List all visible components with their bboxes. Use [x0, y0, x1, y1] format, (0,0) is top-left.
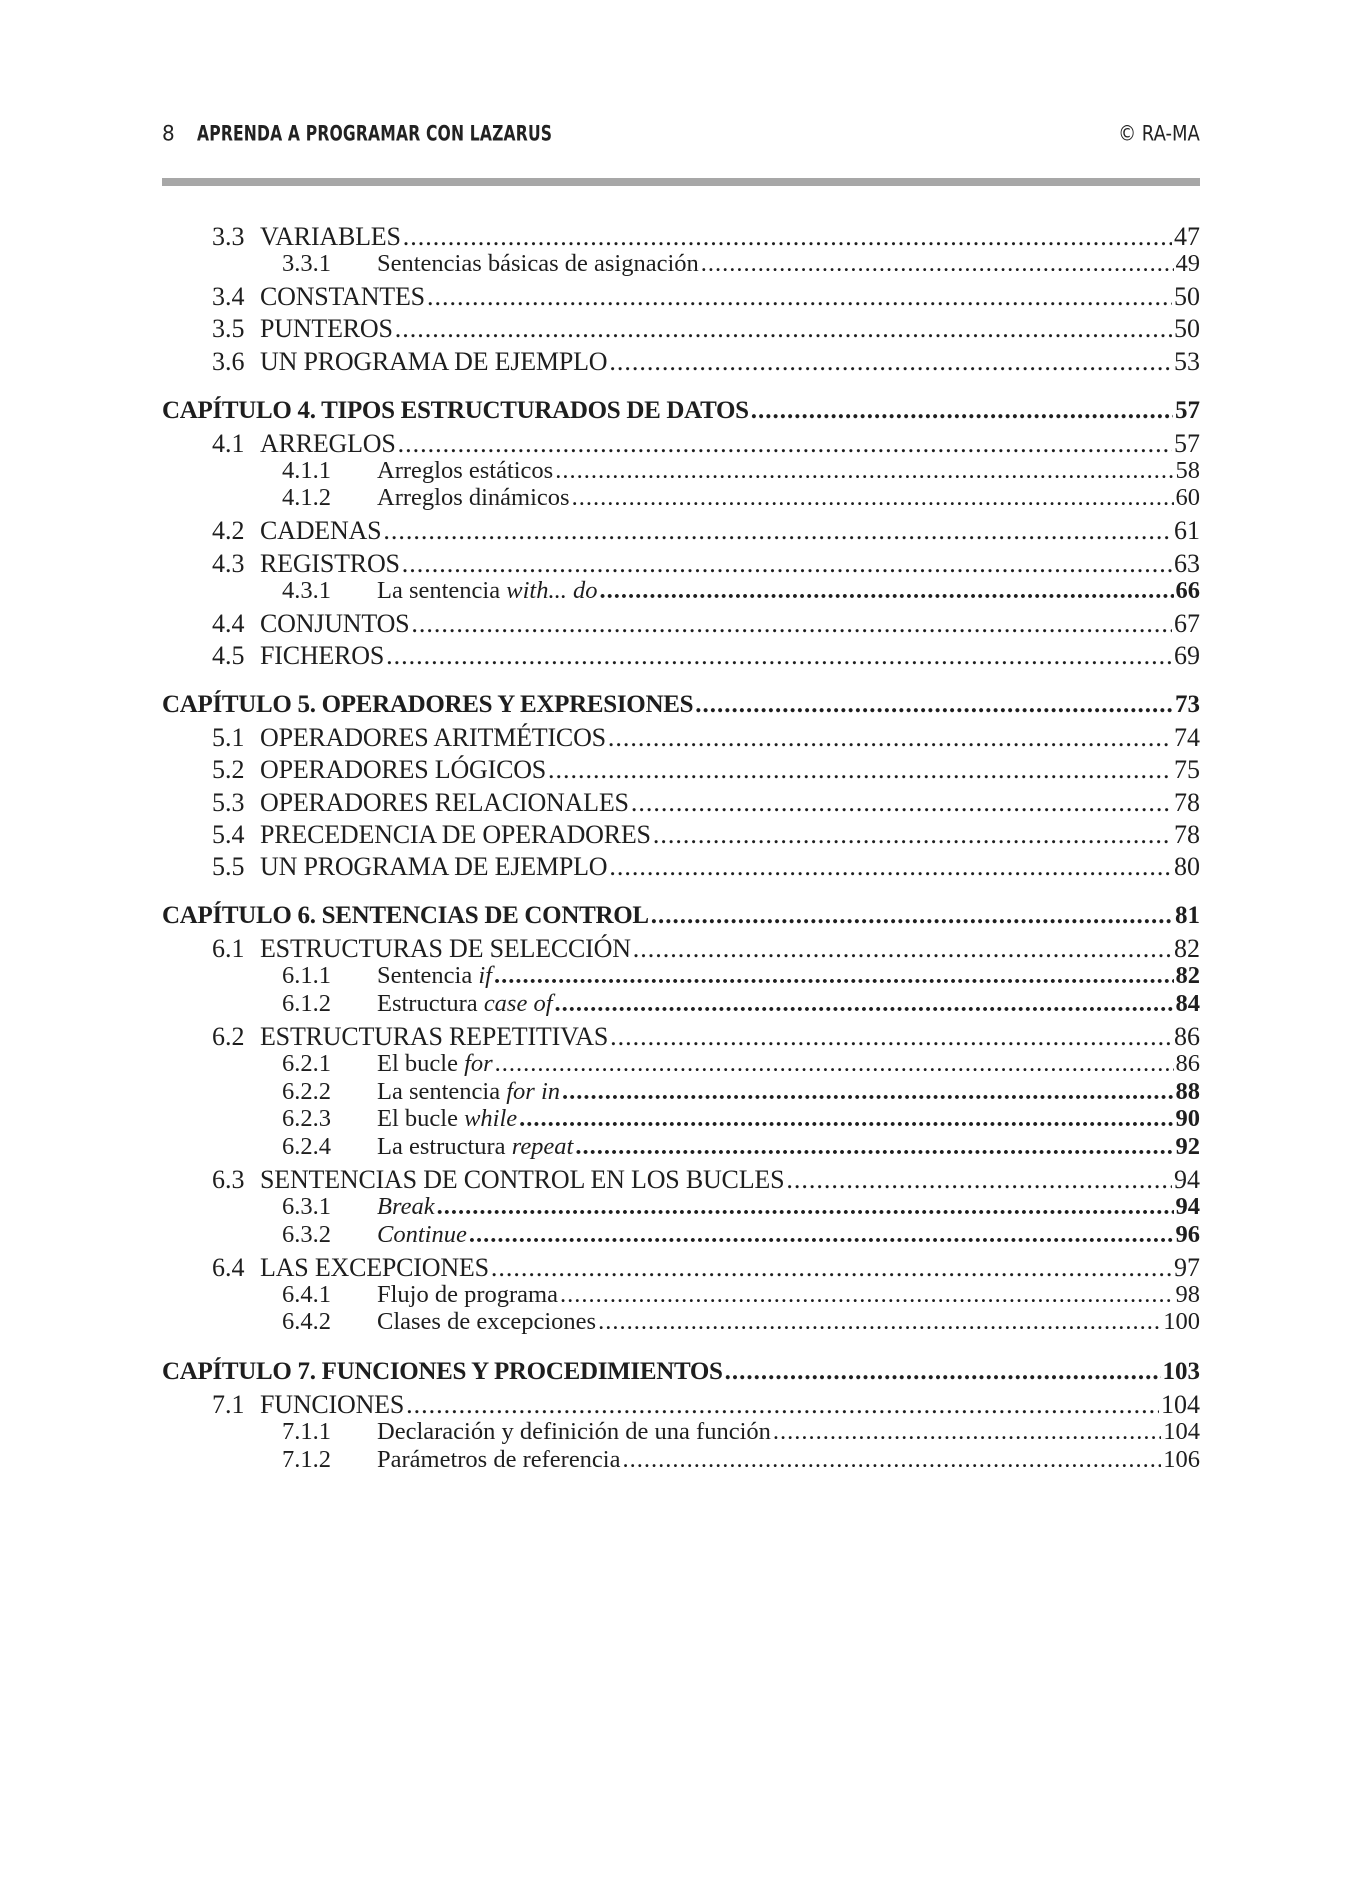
toc-entry-number: 4.4	[212, 608, 245, 638]
toc-entry-page: 106	[1163, 1446, 1200, 1473]
toc-entry-number: 6.4	[212, 1252, 245, 1282]
toc-entry-number: 4.2	[212, 516, 245, 546]
page-number: 8	[162, 120, 175, 146]
toc-entry-number: 6.1.1	[282, 962, 331, 990]
dot-leader	[695, 691, 1173, 719]
toc-entry-title	[260, 314, 393, 344]
toc-entry-title-italic: for in	[506, 1077, 561, 1105]
toc-entry-number: 4.3.1	[282, 576, 331, 604]
toc-entry-page: 92	[1175, 1132, 1200, 1160]
toc-entry-number: 6.3	[212, 1164, 245, 1194]
toc-entry-title-italic: if	[478, 962, 492, 990]
toc-entry-section	[162, 788, 1200, 822]
toc-entry-number: 5.1	[212, 722, 245, 752]
toc-entry-sub	[162, 1308, 1200, 1342]
toc-entry-page: 75	[1174, 755, 1200, 785]
dot-leader	[395, 314, 1172, 344]
toc-entry-title-text: CAPÍTULO 7. FUNCIONES Y PROCEDIMIENTOS	[162, 1358, 723, 1386]
toc-entry-title-text: CONJUNTOS	[260, 608, 410, 638]
toc-entry-page: 82	[1175, 962, 1200, 990]
toc-entry-title-italic: while	[464, 1105, 518, 1133]
toc-entry-title	[377, 1133, 573, 1161]
toc-entry-title-text: Clases de excepciones	[377, 1308, 597, 1336]
toc-entry-page: 57	[1174, 428, 1200, 458]
dot-leader	[437, 1193, 1174, 1221]
toc-entry-number: 4.1	[212, 428, 245, 458]
toc-entry-page: 90	[1175, 1105, 1200, 1133]
dot-leader	[495, 1050, 1174, 1078]
toc-entry-title	[260, 516, 381, 546]
running-header	[162, 117, 1200, 149]
toc-entry-chapter	[162, 1358, 1200, 1392]
toc-entry-title-text: CAPÍTULO 6. SENTENCIAS DE CONTROL	[162, 902, 649, 930]
dot-leader	[599, 577, 1173, 605]
toc-entry-title-text: Parámetros de referencia	[377, 1446, 621, 1473]
toc-entry-title-text: CADENAS	[260, 516, 382, 546]
dot-leader	[575, 1133, 1173, 1161]
toc-entry-number: 6.1	[212, 934, 245, 964]
toc-entry-page: 67	[1174, 608, 1200, 638]
dot-leader	[406, 1390, 1159, 1420]
toc-entry-number: 6.2.3	[282, 1105, 331, 1133]
toc-entry-title	[377, 484, 570, 512]
toc-entry-number: 7.1	[212, 1390, 245, 1420]
dot-leader	[555, 457, 1173, 485]
toc-entry-page: 88	[1175, 1077, 1200, 1105]
toc-entry-title-text: FICHEROS	[260, 640, 385, 670]
toc-entry-title-text: LAS EXCEPCIONES	[260, 1252, 489, 1282]
toc-entry-title	[377, 1418, 771, 1446]
dot-leader	[786, 1165, 1172, 1195]
toc-entry-number: 4.1.1	[282, 456, 331, 484]
toc-entry-title	[377, 250, 699, 278]
toc-entry-sub	[162, 1446, 1200, 1480]
dot-leader	[598, 1308, 1161, 1336]
header-rule	[162, 178, 1200, 186]
dot-leader	[609, 347, 1172, 377]
toc-entry-chapter	[162, 397, 1200, 431]
toc-entry-title-text: La sentencia	[377, 576, 507, 604]
toc-entry-number: 4.1.2	[282, 484, 331, 512]
toc-entry-title-text: CAPÍTULO 4. TIPOS ESTRUCTURADOS DE DATOS	[162, 396, 749, 424]
toc-entry-page: 78	[1174, 787, 1200, 817]
toc-entry-page: 73	[1175, 690, 1200, 718]
toc-entry-title-italic: repeat	[511, 1132, 574, 1160]
toc-entry-title	[377, 1281, 558, 1309]
toc-entry-title-text: UN PROGRAMA DE EJEMPLO	[260, 852, 608, 882]
toc-entry-page: 60	[1175, 484, 1200, 512]
dot-leader	[751, 397, 1173, 425]
toc-entry-number: 5.5	[212, 852, 245, 882]
toc-entry-number: 3.6	[212, 346, 245, 376]
toc-entry-number: 6.2.2	[282, 1077, 331, 1105]
toc-entry-page: 49	[1175, 250, 1200, 277]
toc-entry-title-italic: case of	[483, 989, 553, 1017]
toc-entry-title	[377, 1221, 467, 1249]
toc-entry-title	[162, 691, 693, 719]
toc-entry-section	[162, 347, 1200, 381]
dot-leader	[773, 1418, 1161, 1446]
toc-entry-page: 104	[1163, 1418, 1200, 1446]
toc-entry-chapter	[162, 902, 1200, 936]
toc-entry-title	[377, 1193, 435, 1221]
toc-entry-title-text: REGISTROS	[260, 548, 400, 578]
toc-entry-page: 53	[1174, 346, 1200, 376]
toc-entry-title	[377, 1078, 560, 1106]
dot-leader	[653, 820, 1172, 850]
toc-entry-page: 69	[1174, 640, 1200, 670]
dot-leader	[623, 1446, 1162, 1474]
dot-leader	[491, 1253, 1172, 1283]
toc-entry-title	[260, 1253, 489, 1283]
toc-entry-page: 103	[1162, 1358, 1200, 1386]
toc-entry-section	[162, 282, 1200, 316]
toc-entry-title	[260, 609, 409, 639]
toc-entry-page: 86	[1175, 1049, 1200, 1077]
toc-entry-page: 50	[1174, 314, 1200, 344]
toc-entry-title	[260, 788, 629, 818]
toc-entry-title-text: La estructura	[377, 1132, 512, 1160]
toc-entry-title	[260, 934, 631, 964]
toc-entry-page: 74	[1174, 722, 1200, 752]
toc-entry-title	[260, 723, 606, 753]
toc-entry-title	[377, 457, 553, 485]
toc-entry-title	[260, 1165, 784, 1195]
toc-entry-number: 3.5	[212, 314, 245, 344]
toc-entry-title-text: Flujo de programa	[377, 1280, 558, 1308]
toc-entry-title-text: CONSTANTES	[260, 282, 425, 311]
toc-entry-page: 94	[1174, 1164, 1200, 1194]
toc-entry-section	[162, 641, 1200, 675]
dot-leader	[562, 1078, 1173, 1106]
toc-entry-title-text: ARREGLOS	[260, 428, 396, 458]
toc-entry-section	[162, 516, 1200, 550]
toc-entry-page: 98	[1175, 1280, 1200, 1308]
toc-entry-title-text: OPERADORES LÓGICOS	[260, 755, 547, 785]
toc-entry-title	[260, 222, 401, 252]
toc-entry-title	[260, 429, 396, 459]
dot-leader	[633, 934, 1172, 964]
toc-entry-number: 6.1.2	[282, 989, 331, 1017]
toc-entry-page: 61	[1174, 516, 1200, 546]
toc-entry-title	[377, 990, 553, 1018]
toc-entry-title-italic: for	[464, 1049, 493, 1077]
toc-entry-title-text: PRECEDENCIA DE OPERADORES	[260, 819, 651, 849]
toc-entry-page: 66	[1175, 576, 1200, 604]
toc-entry-section	[162, 723, 1200, 757]
toc-entry-title-text: Sentencias básicas de asignación	[377, 250, 699, 277]
dot-leader	[548, 755, 1172, 785]
toc-entry-title-text: ESTRUCTURAS REPETITIVAS	[260, 1021, 609, 1051]
book-title: APRENDA A PROGRAMAR CON LAZARUS	[196, 120, 552, 146]
dot-leader	[631, 788, 1172, 818]
toc-entry-number: 7.1.2	[282, 1446, 331, 1473]
toc-entry-title-text: FUNCIONES	[260, 1390, 405, 1420]
dot-leader	[610, 1022, 1172, 1052]
toc-entry-title-text: Arreglos dinámicos	[377, 484, 570, 512]
dot-leader	[411, 609, 1172, 639]
toc-entry-number: 4.5	[212, 640, 245, 670]
toc-entry-number: 6.2.4	[282, 1132, 331, 1160]
toc-entry-title	[260, 549, 400, 579]
toc-entry-number: 4.3	[212, 548, 245, 578]
toc-entry-title	[377, 1050, 493, 1078]
toc-entry-sub	[162, 577, 1200, 611]
toc-entry-title	[260, 852, 607, 882]
dot-leader	[609, 852, 1172, 882]
toc-entry-number: 5.3	[212, 787, 245, 817]
toc-entry-title	[260, 641, 384, 671]
toc-entry-page: 57	[1175, 396, 1200, 424]
toc-entry-page: 58	[1175, 456, 1200, 484]
toc-entry-chapter	[162, 691, 1200, 725]
dot-leader	[651, 902, 1173, 930]
toc-entry-title	[377, 962, 492, 990]
toc-entry-title	[260, 820, 651, 850]
dot-leader	[427, 282, 1172, 312]
toc-entry-title-text: OPERADORES RELACIONALES	[260, 787, 629, 817]
toc-entry-title-italic: Break	[377, 1192, 435, 1220]
toc-entry-title-text: Estructura	[377, 989, 484, 1017]
toc-entry-title	[377, 1446, 621, 1474]
toc-entry-title	[162, 397, 749, 425]
toc-entry-title-text: Declaración y definición de una función	[377, 1418, 771, 1446]
dot-leader	[608, 723, 1172, 753]
toc-entry-page: 80	[1174, 852, 1200, 882]
toc-entry-title	[260, 282, 425, 312]
dot-leader	[519, 1105, 1173, 1133]
dot-leader	[494, 962, 1174, 990]
toc-entry-title-text: CAPÍTULO 5. OPERADORES Y EXPRESIONES	[162, 690, 694, 718]
toc-entry-number: 6.3.2	[282, 1220, 331, 1248]
toc-entry-title-text: Sentencia	[377, 962, 479, 990]
toc-entry-page: 82	[1174, 934, 1200, 964]
toc-entry-title-text: Arreglos estáticos	[377, 456, 554, 484]
toc-entry-title-text: OPERADORES ARITMÉTICOS	[260, 722, 606, 752]
toc-entry-sub	[162, 1133, 1200, 1167]
toc-entry-page: 104	[1161, 1390, 1200, 1420]
toc-entry-title	[162, 902, 649, 930]
dot-leader	[572, 484, 1174, 512]
toc-entry-section	[162, 852, 1200, 886]
toc-entry-page: 86	[1174, 1021, 1200, 1051]
dot-leader	[555, 990, 1174, 1018]
toc-entry-page: 84	[1175, 989, 1200, 1017]
toc-entry-number: 7.1.1	[282, 1418, 331, 1446]
toc-entry-section	[162, 314, 1200, 348]
toc-entry-title-text: El bucle	[377, 1049, 465, 1077]
toc-entry-page: 97	[1174, 1252, 1200, 1282]
toc-entry-title	[260, 1390, 404, 1420]
toc-entry-title	[260, 1022, 608, 1052]
toc-entry-title-text: UN PROGRAMA DE EJEMPLO	[260, 346, 608, 376]
toc-entry-number: 6.4.2	[282, 1308, 331, 1336]
toc-entry-page: 100	[1163, 1308, 1200, 1336]
toc-entry-page: 81	[1175, 902, 1200, 930]
publisher-copyright: © RA-MA	[1118, 120, 1200, 146]
toc-entry-page: 50	[1174, 282, 1200, 311]
dot-leader	[386, 641, 1172, 671]
toc-entry-number: 5.2	[212, 755, 245, 785]
dot-leader	[560, 1281, 1174, 1309]
dot-leader	[469, 1221, 1174, 1249]
toc-entry-page: 96	[1175, 1220, 1200, 1248]
toc-entry-title-text: El bucle	[377, 1105, 465, 1133]
toc-entry-section	[162, 820, 1200, 854]
toc-entry-title	[162, 1358, 723, 1386]
toc-entry-title-text: VARIABLES	[260, 222, 401, 251]
toc-entry-section	[162, 755, 1200, 789]
toc-entry-page: 94	[1175, 1192, 1200, 1220]
toc-entry-title-text: PUNTEROS	[260, 314, 393, 344]
toc-entry-page: 63	[1174, 548, 1200, 578]
dot-leader	[725, 1358, 1161, 1386]
toc-entry-title	[377, 577, 597, 605]
toc-entry-sub	[162, 484, 1200, 518]
toc-entry-sub	[162, 250, 1200, 284]
toc-entry-number: 6.3.1	[282, 1192, 331, 1220]
toc-entry-title	[260, 347, 607, 377]
toc-entry-title-text: La sentencia	[377, 1077, 507, 1105]
toc-entry-number: 6.2	[212, 1021, 245, 1051]
toc-entry-number: 6.4.1	[282, 1280, 331, 1308]
toc-entry-number: 3.3.1	[282, 250, 331, 277]
toc-entry-number: 3.3	[212, 222, 245, 251]
toc-entry-number: 6.2.1	[282, 1049, 331, 1077]
dot-leader	[701, 250, 1174, 278]
dot-leader	[402, 549, 1172, 579]
dot-leader	[383, 516, 1172, 546]
toc-entry-title	[377, 1105, 517, 1133]
toc-entry-sub	[162, 1221, 1200, 1255]
toc-entry-page: 47	[1174, 222, 1200, 251]
toc-entry-title-italic: Continue	[377, 1220, 467, 1248]
toc-entry-sub	[162, 990, 1200, 1024]
toc-entry-section	[162, 609, 1200, 643]
toc-entry-title-italic: with... do	[506, 576, 598, 604]
toc-entry-title	[377, 1308, 596, 1336]
toc-entry-number: 3.4	[212, 282, 245, 311]
toc-entry-title-text: SENTENCIAS DE CONTROL EN LOS BUCLES	[260, 1164, 785, 1194]
toc-entry-number: 5.4	[212, 819, 245, 849]
dot-leader	[403, 222, 1172, 252]
toc-entry-title	[260, 755, 546, 785]
toc-entry-title-text: ESTRUCTURAS DE SELECCIÓN	[260, 934, 631, 964]
toc-entry-page: 78	[1174, 819, 1200, 849]
dot-leader	[398, 429, 1172, 459]
